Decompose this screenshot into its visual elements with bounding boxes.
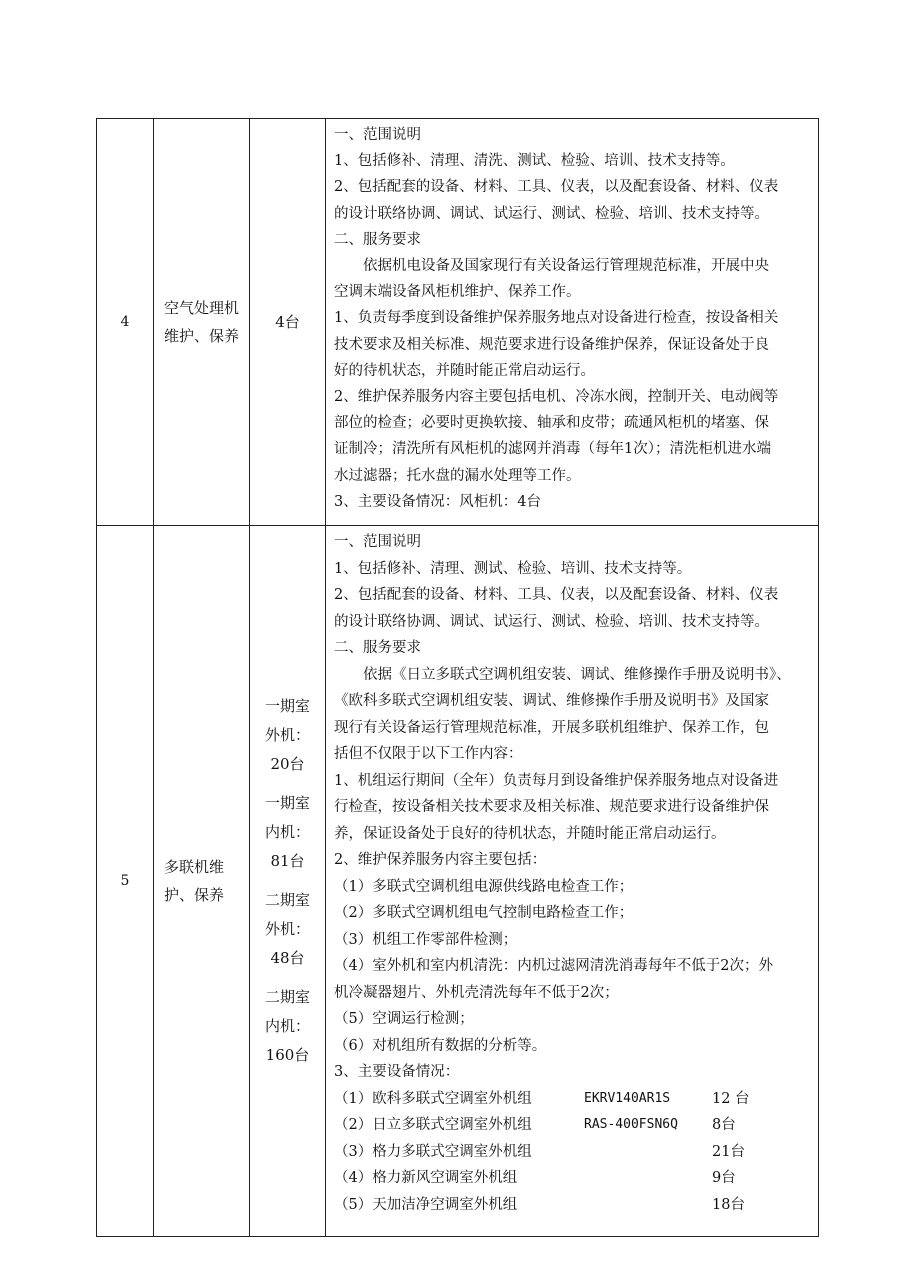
quantity-group <box>250 789 325 876</box>
description-line: 3、主要设备情况：风柜机：4台 <box>334 493 541 510</box>
description-line: 部位的检查；必要时更换软接、轴承和皮带；疏通风柜机的堵塞、保 <box>334 415 769 432</box>
equipment-row <box>334 1112 810 1139</box>
equipment-name: （2）日立多联式空调室外机组 <box>334 1117 532 1133</box>
quantity-line: 48台 <box>270 949 305 967</box>
quantity-line: 外机： <box>264 726 310 744</box>
description-line: 现行有关设备运行管理规范标准，开展多联机组维护、保养工作，包 <box>334 719 769 736</box>
service-table <box>96 118 819 1237</box>
description-line: 2、包括配套的设备、材料、工具、仪表，以及配套设备、材料、仪表 <box>334 587 779 603</box>
equipment-count: 18台 <box>712 1196 745 1213</box>
description-line: （4）室外机和室内机清洗：内机过滤网清洗消毒每年不低于2次；外 <box>334 958 773 974</box>
description-line: 技术要求及相关标准、规范要求进行设备维护保养，保证设备处于良 <box>334 336 769 353</box>
item-description <box>326 526 819 1237</box>
quantity-line: 二期室 <box>264 988 310 1006</box>
equipment-model <box>584 1192 712 1219</box>
quantity-line: 内机： <box>264 1017 310 1035</box>
item-description <box>326 119 819 526</box>
item-name-line: 护、保养 <box>164 886 225 904</box>
equipment-count: 8台 <box>712 1117 736 1133</box>
description-line: 机冷凝器翅片、外机壳清洗每年不低于2次； <box>334 984 619 1001</box>
description-line: （2）多联式空调机组电气控制电路检查工作； <box>334 905 634 921</box>
quantity-group <box>250 886 325 973</box>
description-line: 《欧科多联式空调机组安装、调试、维修操作手册及说明书》及国家 <box>334 693 769 709</box>
equipment-row <box>334 1086 810 1113</box>
description-line: 依据机电设备及国家现行有关设备运行管理规范标准，开展中央 <box>363 258 769 275</box>
quantity-line: 内机： <box>264 823 310 841</box>
description-line: 依据《日立多联式空调机组安装、调试、维修操作手册及说明书》、 <box>363 666 791 683</box>
description-line: 一、范围说明 <box>334 534 421 550</box>
equipment-name: （5）天加洁净空调室外机组 <box>334 1196 518 1213</box>
description-line: 二、服务要求 <box>334 231 421 248</box>
row-number: 4 <box>97 119 154 526</box>
equipment-name: （3）格力多联式空调室外机组 <box>334 1143 532 1160</box>
equipment-row <box>334 1139 810 1166</box>
quantity-line: 81台 <box>270 852 305 870</box>
item-name-line: 空气处理机 <box>164 299 240 317</box>
description-line: 养，保证设备处于良好的待机状态，并随时能正常启动运行。 <box>334 825 726 842</box>
description-line: 好的待机状态，并随时能正常启动运行。 <box>334 362 595 379</box>
description-line: 1、包括修补、清理、测试、检验、培训、技术支持等。 <box>334 560 692 577</box>
description-line: （5）空调运行检测； <box>334 1011 474 1027</box>
equipment-name: （4）格力新风空调室外机组 <box>334 1170 518 1186</box>
equipment-count: 9台 <box>712 1170 736 1186</box>
quantity-line: 160台 <box>265 1046 310 1064</box>
equipment-row <box>334 1192 810 1219</box>
description-line: 2、包括配套的设备、材料、工具、仪表，以及配套设备、材料、仪表 <box>334 179 779 196</box>
item-quantity <box>250 526 326 1237</box>
item-name <box>154 526 250 1237</box>
description-line: 空调末端设备风柜机维护、保养工作。 <box>334 284 581 301</box>
description-line: 证制冷；清洗所有风柜机的滤网并消毒（每年1次）；清洗柜机进水端 <box>334 441 771 458</box>
quantity-line: 外机： <box>264 920 310 938</box>
quantity-line: 20台 <box>270 755 305 773</box>
table-row <box>97 119 819 526</box>
equipment-count: 21台 <box>712 1143 745 1160</box>
description-line: 2、维护保养服务内容主要包括电机、冷冻水阀，控制开关、电动阀等 <box>334 389 779 406</box>
quantity-line: 二期室 <box>264 891 310 909</box>
equipment-name: （1）欧科多联式空调室外机组 <box>334 1090 532 1107</box>
equipment-count: 12 台 <box>712 1090 750 1107</box>
quantity-line: 一期室 <box>264 697 310 715</box>
item-name <box>154 119 250 526</box>
equipment-model <box>584 1139 712 1166</box>
description-line: 括但不仅限于以下工作内容： <box>334 746 523 762</box>
description-line: 3、主要设备情况： <box>334 1064 460 1080</box>
equipment-model <box>584 1165 712 1192</box>
description-line: 的设计联络协调、调试、试运行、测试、检验、培训、技术支持等。 <box>334 205 769 222</box>
description-line: （1）多联式空调机组电源供线路电检查工作； <box>334 878 634 895</box>
description-line: 1、机组运行期间（全年）负责每月到设备维护保养服务地点对设备进 <box>334 772 779 789</box>
quantity-line: 4台 <box>275 312 300 331</box>
table-row <box>97 526 819 1237</box>
description-line: 行检查，按设备相关技术要求及相关标准、规范要求进行设备维护保 <box>334 799 769 815</box>
quantity-line: 一期室 <box>264 794 310 812</box>
item-name-line: 多联机维 <box>164 858 225 876</box>
equipment-model: EKRV140AR1S <box>584 1090 671 1106</box>
item-name-line: 维护、保养 <box>164 327 240 345</box>
quantity-group <box>250 983 325 1070</box>
description-line: 1、负责每季度到设备维护保养服务地点对设备进行检查，按设备相关 <box>334 310 779 327</box>
item-quantity <box>250 119 326 526</box>
quantity-group <box>250 692 325 779</box>
equipment-model: RAS-400FSN6Q <box>584 1117 678 1132</box>
description-line: （3）机组工作零部件检测； <box>334 931 518 948</box>
description-line: 二、服务要求 <box>334 640 421 656</box>
description-line: 的设计联络协调、调试、试运行、测试、检验、培训、技术支持等。 <box>334 613 769 630</box>
description-line: 2、维护保养服务内容主要包括： <box>334 852 547 868</box>
row-number: 5 <box>97 526 154 1237</box>
description-line: 1、包括修补、清理、清洗、测试、检验、培训、技术支持等。 <box>334 153 735 170</box>
description-line: （6）对机组所有数据的分析等。 <box>334 1037 547 1054</box>
description-line: 水过滤器；托水盘的漏水处理等工作。 <box>334 467 581 484</box>
description-line: 一、范围说明 <box>334 127 421 143</box>
equipment-row <box>334 1165 810 1192</box>
